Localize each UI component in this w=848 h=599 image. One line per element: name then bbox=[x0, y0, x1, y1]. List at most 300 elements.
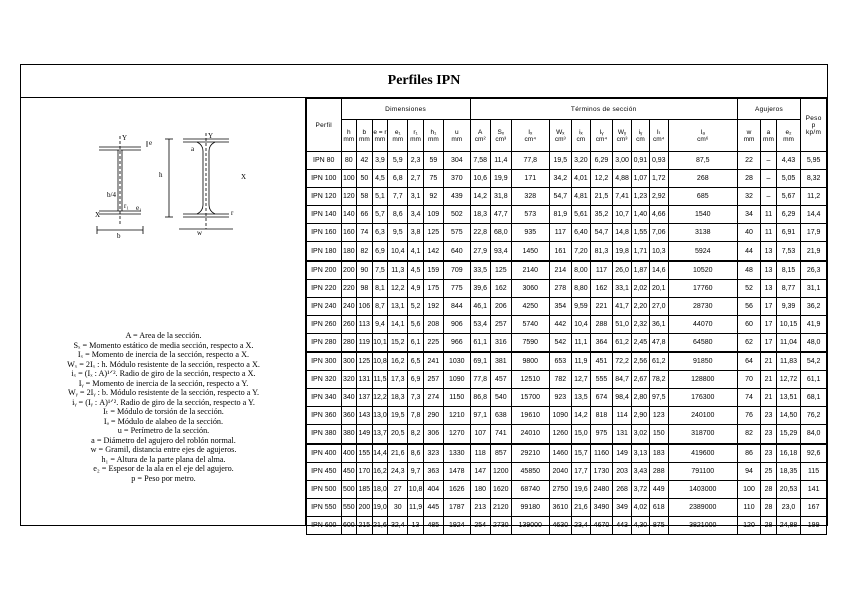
table-cell: 39,6 bbox=[470, 279, 490, 297]
table-cell: 304 bbox=[443, 152, 470, 170]
table-cell: 254 bbox=[470, 516, 490, 534]
table-cell: 17,3 bbox=[388, 371, 408, 389]
table-cell: 5740 bbox=[511, 315, 549, 333]
table-cell: 618 bbox=[649, 498, 668, 516]
table-cell: 23,0 bbox=[776, 498, 800, 516]
table-cell: 14,6 bbox=[649, 261, 668, 280]
table-cell: 555 bbox=[590, 371, 612, 389]
table-cell: 117 bbox=[549, 224, 571, 242]
table-cell: 52 bbox=[737, 279, 760, 297]
table-row bbox=[307, 407, 827, 425]
column-header: Iᵧ cm⁴ bbox=[590, 120, 612, 152]
table-cell: 2,92 bbox=[649, 188, 668, 206]
table-cell: 162 bbox=[590, 279, 612, 297]
table-cell: 6,8 bbox=[388, 170, 408, 188]
table-cell: 72,2 bbox=[613, 352, 632, 371]
profile-name-cell: IPN 220 bbox=[307, 279, 342, 297]
table-cell: 12,2 bbox=[388, 279, 408, 297]
profile-name-cell: IPN 500 bbox=[307, 480, 342, 498]
legend-line: h₁ = Altura de la parte plana del alma. bbox=[101, 454, 226, 464]
table-cell: 1090 bbox=[549, 407, 571, 425]
table-row bbox=[307, 498, 827, 516]
table-cell: 82 bbox=[737, 425, 760, 444]
table-cell: 170 bbox=[357, 462, 373, 480]
table-cell: 167 bbox=[801, 498, 827, 516]
table-cell: 1924 bbox=[443, 516, 470, 534]
table-cell: 1403000 bbox=[668, 480, 737, 498]
table-cell: 12,7 bbox=[571, 371, 590, 389]
table-cell: 176300 bbox=[668, 389, 737, 407]
table-cell: 1,87 bbox=[632, 261, 650, 280]
table-cell: 500 bbox=[341, 480, 357, 498]
table-cell: 59 bbox=[423, 152, 443, 170]
table-cell: 51,0 bbox=[613, 315, 632, 333]
table-cell: 14,4 bbox=[372, 444, 388, 463]
profile-name-cell: IPN 80 bbox=[307, 152, 342, 170]
column-header: b mm bbox=[357, 120, 373, 152]
table-cell: 30 bbox=[388, 498, 408, 516]
legend-line: e₂ = Espesor de la ala en el eje del agujero. bbox=[93, 464, 234, 473]
table-cell: 100 bbox=[341, 170, 357, 188]
table-cell: 125 bbox=[490, 261, 511, 280]
table-cell: 16,2 bbox=[372, 462, 388, 480]
table-cell: 120 bbox=[341, 188, 357, 206]
diagram-label-r: r bbox=[231, 209, 234, 217]
table-cell: 278 bbox=[549, 279, 571, 297]
table-cell: 119 bbox=[357, 333, 373, 352]
table-cell: 8,00 bbox=[571, 261, 590, 280]
table-cell: 354 bbox=[549, 297, 571, 315]
profile-name-cell: IPN 180 bbox=[307, 242, 342, 261]
table-cell: 1330 bbox=[443, 444, 470, 463]
column-header: Sₓ cm³ bbox=[490, 120, 511, 152]
table-cell: – bbox=[761, 152, 777, 170]
table-cell: 47,8 bbox=[649, 333, 668, 352]
table-cell: 323 bbox=[423, 444, 443, 463]
table-cell: 935 bbox=[511, 224, 549, 242]
table-cell: 1,07 bbox=[632, 170, 650, 188]
table-cell: 11,83 bbox=[776, 352, 800, 371]
table-cell: 10,8 bbox=[372, 352, 388, 371]
table-cell: 1460 bbox=[549, 444, 571, 463]
table-cell: 5,67 bbox=[776, 188, 800, 206]
table-cell: 17,7 bbox=[571, 462, 590, 480]
table-cell: 31,1 bbox=[801, 279, 827, 297]
table-cell: 268 bbox=[613, 480, 632, 498]
table-cell: 44 bbox=[737, 242, 760, 261]
table-cell: 818 bbox=[590, 407, 612, 425]
table-cell: 35,2 bbox=[590, 206, 612, 224]
table-cell: 9,5 bbox=[388, 224, 408, 242]
table-cell: 41,7 bbox=[613, 297, 632, 315]
table-cell: 28 bbox=[737, 170, 760, 188]
table-row bbox=[307, 224, 827, 242]
table-cell: 50 bbox=[357, 170, 373, 188]
column-header: Iₜ cm⁴ bbox=[649, 120, 668, 152]
table-cell: 443 bbox=[613, 516, 632, 534]
table-cell: 56 bbox=[737, 297, 760, 315]
table-cell: 6,3 bbox=[372, 224, 388, 242]
table-cell: 2389000 bbox=[668, 498, 737, 516]
profile-name-cell: IPN 320 bbox=[307, 371, 342, 389]
title-row bbox=[21, 65, 827, 98]
table-cell: 5,7 bbox=[372, 206, 388, 224]
table-cell: 1540 bbox=[668, 206, 737, 224]
table-cell: 288 bbox=[590, 315, 612, 333]
table-cell: 6,9 bbox=[408, 371, 424, 389]
table-cell: 8,80 bbox=[571, 279, 590, 297]
table-cell: 13,5 bbox=[571, 389, 590, 407]
table-cell: 15,0 bbox=[571, 425, 590, 444]
table-cell: 81,9 bbox=[549, 206, 571, 224]
table-cell: 82 bbox=[357, 242, 373, 261]
table-cell: 41,9 bbox=[801, 315, 827, 333]
table-row bbox=[307, 206, 827, 224]
table-cell: 46,1 bbox=[470, 297, 490, 315]
table-cell: 86,8 bbox=[470, 389, 490, 407]
table-cell: 5,61 bbox=[571, 206, 590, 224]
table-cell: 8,15 bbox=[776, 261, 800, 280]
table-cell: 220 bbox=[341, 279, 357, 297]
table-cell: 906 bbox=[443, 315, 470, 333]
table-cell: 306 bbox=[423, 425, 443, 444]
table-cell: 21,5 bbox=[590, 188, 612, 206]
table-cell: 0,93 bbox=[649, 152, 668, 170]
table-cell: 180 bbox=[341, 242, 357, 261]
table-cell: 5,9 bbox=[388, 152, 408, 170]
table-body bbox=[307, 152, 827, 535]
diagram-label-a: a bbox=[191, 145, 195, 153]
table-cell: 64580 bbox=[668, 333, 737, 352]
column-header: u mm bbox=[443, 120, 470, 152]
table-cell: 13,7 bbox=[372, 425, 388, 444]
table-cell: 93,4 bbox=[490, 242, 511, 261]
table-cell: 2,7 bbox=[408, 170, 424, 188]
table-cell: 22,8 bbox=[470, 224, 490, 242]
table-cell: 19,9 bbox=[490, 170, 511, 188]
table-cell: 4,81 bbox=[571, 188, 590, 206]
table-cell: 24,88 bbox=[776, 516, 800, 534]
table-cell: 86 bbox=[737, 444, 760, 463]
table-cell: 26,0 bbox=[613, 261, 632, 280]
table-cell: 6,9 bbox=[372, 242, 388, 261]
table-cell: 97,5 bbox=[649, 389, 668, 407]
table-cell: 13,0 bbox=[372, 407, 388, 425]
table-cell: 61,2 bbox=[613, 333, 632, 352]
table-cell: 3610 bbox=[549, 498, 571, 516]
table-cell: 142 bbox=[423, 242, 443, 261]
table-cell: 2730 bbox=[490, 516, 511, 534]
table-cell: 17 bbox=[761, 333, 777, 352]
table-cell: 844 bbox=[443, 297, 470, 315]
table-cell: 68,0 bbox=[490, 224, 511, 242]
table-row bbox=[307, 315, 827, 333]
table-cell: 2,3 bbox=[408, 152, 424, 170]
table-cell: 80 bbox=[341, 152, 357, 170]
table-cell: 653 bbox=[549, 352, 571, 371]
table-cell: 131 bbox=[613, 425, 632, 444]
table-cell: 10520 bbox=[668, 261, 737, 280]
table-row bbox=[307, 170, 827, 188]
table-cell: 685 bbox=[668, 188, 737, 206]
legend-line: A = Area de la sección. bbox=[125, 331, 202, 340]
table-cell: 8,7 bbox=[372, 297, 388, 315]
table-cell: 147 bbox=[470, 462, 490, 480]
table-cell: 540 bbox=[490, 389, 511, 407]
diagram-label-w: w bbox=[197, 229, 203, 237]
table-cell: 3490 bbox=[590, 498, 612, 516]
table-cell: 9,59 bbox=[571, 297, 590, 315]
table-cell: 92,6 bbox=[801, 444, 827, 463]
table-cell: 8,77 bbox=[776, 279, 800, 297]
column-header: iᵧ cm bbox=[632, 120, 650, 152]
table-cell: 5,95 bbox=[801, 152, 827, 170]
table-cell: 25 bbox=[761, 462, 777, 480]
diagram-label-y-top: Y bbox=[122, 134, 128, 142]
table-cell: 9,7 bbox=[408, 462, 424, 480]
table-cell: 923 bbox=[549, 389, 571, 407]
table-cell: 17760 bbox=[668, 279, 737, 297]
group-dimensiones: Dimensiones bbox=[341, 99, 470, 120]
table-cell: 11,5 bbox=[372, 371, 388, 389]
legend-line: Wₓ = 2Iₓ : h. Módulo resistente de la sección, respecto a X. bbox=[67, 359, 260, 369]
table-cell: 54,2 bbox=[801, 352, 827, 371]
table-cell: 5,05 bbox=[776, 170, 800, 188]
table-cell: 20,5 bbox=[388, 425, 408, 444]
table-cell: 9,4 bbox=[372, 315, 388, 333]
table-cell: 290 bbox=[423, 407, 443, 425]
diagram-label-b: b bbox=[117, 232, 121, 240]
table-cell: 442 bbox=[549, 315, 571, 333]
table-cell: 10,4 bbox=[571, 315, 590, 333]
table-cell: 22 bbox=[737, 152, 760, 170]
table-cell: 3,72 bbox=[632, 480, 650, 498]
table-cell: 3,13 bbox=[632, 444, 650, 463]
table-cell: 23 bbox=[761, 444, 777, 463]
table-cell: 1270 bbox=[443, 425, 470, 444]
table-row bbox=[307, 371, 827, 389]
table-cell: 1730 bbox=[590, 462, 612, 480]
table-row bbox=[307, 389, 827, 407]
profile-name-cell: IPN 200 bbox=[307, 261, 342, 280]
table-cell: 3,02 bbox=[632, 425, 650, 444]
table-cell: 240100 bbox=[668, 407, 737, 425]
table-row bbox=[307, 480, 827, 498]
table-cell: 4,9 bbox=[408, 279, 424, 297]
table-cell: 28730 bbox=[668, 297, 737, 315]
table-cell: 11 bbox=[761, 224, 777, 242]
table-cell: 3060 bbox=[511, 279, 549, 297]
table-cell: 288 bbox=[649, 462, 668, 480]
table-cell: 19610 bbox=[511, 407, 549, 425]
table-cell: 94 bbox=[737, 462, 760, 480]
page-frame bbox=[20, 64, 828, 529]
table-cell: 10,1 bbox=[372, 333, 388, 352]
table-cell: 11 bbox=[761, 206, 777, 224]
table-cell: 61,2 bbox=[649, 352, 668, 371]
table-cell: 155 bbox=[357, 444, 373, 463]
table-row bbox=[307, 242, 827, 261]
table-cell: 18,3 bbox=[388, 389, 408, 407]
table-cell: 175 bbox=[423, 279, 443, 297]
table-cell: 10,4 bbox=[388, 242, 408, 261]
ipn-section-diagram bbox=[91, 133, 311, 263]
table-cell: 445 bbox=[423, 498, 443, 516]
table-cell: 76,2 bbox=[801, 407, 827, 425]
profile-name-cell: IPN 280 bbox=[307, 333, 342, 352]
table-cell: 260 bbox=[341, 315, 357, 333]
table-cell: 274 bbox=[423, 389, 443, 407]
table-cell: 91850 bbox=[668, 352, 737, 371]
table-cell: 19,8 bbox=[613, 242, 632, 261]
table-cell: 214 bbox=[549, 261, 571, 280]
table-cell: 2,32 bbox=[632, 315, 650, 333]
table-cell: 328 bbox=[511, 188, 549, 206]
table-cell: 7,8 bbox=[408, 407, 424, 425]
table-cell: 90 bbox=[357, 261, 373, 280]
diagram-label-y-right: Y bbox=[208, 133, 214, 140]
table-cell: 159 bbox=[423, 261, 443, 280]
table-cell: 268 bbox=[668, 170, 737, 188]
table-cell: 61,1 bbox=[801, 371, 827, 389]
table-cell: 2040 bbox=[549, 462, 571, 480]
table-cell: 6,5 bbox=[408, 352, 424, 371]
column-header: w mm bbox=[737, 120, 760, 152]
table-row bbox=[307, 516, 827, 534]
table-cell: 21,6 bbox=[571, 498, 590, 516]
table-cell: 300 bbox=[341, 352, 357, 371]
profile-name-cell: IPN 450 bbox=[307, 462, 342, 480]
profile-table bbox=[306, 98, 827, 535]
table-cell: 125 bbox=[357, 352, 373, 371]
table-cell: 6,29 bbox=[776, 206, 800, 224]
table-cell: 199 bbox=[801, 516, 827, 534]
table-cell: 7,20 bbox=[571, 242, 590, 261]
table-cell: 113 bbox=[357, 315, 373, 333]
table-cell: 1,40 bbox=[632, 206, 650, 224]
table-cell: 4,43 bbox=[776, 152, 800, 170]
column-header: Iₓ cm⁴ bbox=[511, 120, 549, 152]
table-cell: 2,90 bbox=[632, 407, 650, 425]
profile-name-cell: IPN 160 bbox=[307, 224, 342, 242]
table-cell: 370 bbox=[443, 170, 470, 188]
table-cell: 81,3 bbox=[590, 242, 612, 261]
table-cell: 18,35 bbox=[776, 462, 800, 480]
table-cell: 14,2 bbox=[470, 188, 490, 206]
table-cell: 857 bbox=[490, 444, 511, 463]
table-cell: 3,8 bbox=[408, 224, 424, 242]
table-cell: 19,0 bbox=[372, 498, 388, 516]
table-cell: 1787 bbox=[443, 498, 470, 516]
table-cell: 180 bbox=[470, 480, 490, 498]
table-cell: 7,3 bbox=[408, 389, 424, 407]
legend-line: u = Perímetro de la sección. bbox=[117, 426, 210, 435]
table-cell: 280 bbox=[341, 333, 357, 352]
table-row bbox=[307, 297, 827, 315]
table-cell: 7,53 bbox=[776, 242, 800, 261]
table-cell: 13,51 bbox=[776, 389, 800, 407]
table-cell: 66 bbox=[357, 206, 373, 224]
table-cell: 97,1 bbox=[470, 407, 490, 425]
table-cell: 225 bbox=[423, 333, 443, 352]
table-cell: 213 bbox=[470, 498, 490, 516]
table-cell: 3,43 bbox=[632, 462, 650, 480]
table-cell: 27,0 bbox=[649, 297, 668, 315]
table-cell: 975 bbox=[590, 425, 612, 444]
table-cell: 3138 bbox=[668, 224, 737, 242]
table-cell: 4,02 bbox=[632, 498, 650, 516]
legend-line: p = Peso por metro. bbox=[131, 473, 196, 483]
table-cell: 674 bbox=[590, 389, 612, 407]
header-peso: Peso p kp/m bbox=[801, 99, 827, 152]
table-cell: 451 bbox=[590, 352, 612, 371]
table-cell: 221 bbox=[590, 297, 612, 315]
table-cell: 380 bbox=[341, 425, 357, 444]
table-cell: 3,00 bbox=[613, 152, 632, 170]
table-cell: 12510 bbox=[511, 371, 549, 389]
table-cell: 17,9 bbox=[801, 224, 827, 242]
table-cell: 24010 bbox=[511, 425, 549, 444]
table-cell: 11,04 bbox=[776, 333, 800, 352]
profile-table-wrapper bbox=[306, 98, 827, 535]
table-cell: 0,91 bbox=[632, 152, 650, 170]
table-cell: 18,0 bbox=[372, 480, 388, 498]
table-cell: 1,72 bbox=[649, 170, 668, 188]
table-cell: 68,1 bbox=[801, 389, 827, 407]
table-cell: 364 bbox=[590, 333, 612, 352]
table-cell: 575 bbox=[443, 224, 470, 242]
profile-name-cell: IPN 260 bbox=[307, 315, 342, 333]
table-cell: 33,1 bbox=[613, 279, 632, 297]
table-cell: 21 bbox=[761, 371, 777, 389]
table-cell: 10,15 bbox=[776, 315, 800, 333]
legend bbox=[21, 331, 306, 483]
table-cell: 70 bbox=[737, 371, 760, 389]
table-cell: 966 bbox=[443, 333, 470, 352]
table-cell: 19,5 bbox=[388, 407, 408, 425]
table-cell: 3,4 bbox=[408, 206, 424, 224]
table-row bbox=[307, 352, 827, 371]
table-cell: 171 bbox=[511, 170, 549, 188]
table-cell: 11,1 bbox=[571, 333, 590, 352]
table-cell: 2120 bbox=[490, 498, 511, 516]
legend-line: Iₓ = Momento de inercia de la sección, respecto a X. bbox=[77, 350, 250, 359]
table-cell: 10,7 bbox=[613, 206, 632, 224]
profile-name-cell: IPN 140 bbox=[307, 206, 342, 224]
table-cell: 16,18 bbox=[776, 444, 800, 463]
table-cell: 44070 bbox=[668, 315, 737, 333]
profile-name-cell: IPN 360 bbox=[307, 407, 342, 425]
table-cell: 3,9 bbox=[372, 152, 388, 170]
table-cell: 32 bbox=[737, 188, 760, 206]
table-cell: 115 bbox=[801, 462, 827, 480]
table-cell: 1210 bbox=[443, 407, 470, 425]
table-cell: – bbox=[761, 170, 777, 188]
table-cell: 26,3 bbox=[801, 261, 827, 280]
table-cell: 20,1 bbox=[649, 279, 668, 297]
table-cell: 6,29 bbox=[590, 152, 612, 170]
table-cell: 13 bbox=[761, 242, 777, 261]
table-cell: 1090 bbox=[443, 371, 470, 389]
table-cell: 47,7 bbox=[490, 206, 511, 224]
table-cell: 23 bbox=[761, 407, 777, 425]
table-cell: 13,1 bbox=[388, 297, 408, 315]
profile-name-cell: IPN 300 bbox=[307, 352, 342, 371]
table-cell: 9,39 bbox=[776, 297, 800, 315]
table-cell: 7,5 bbox=[372, 261, 388, 280]
profile-name-cell: IPN 600 bbox=[307, 516, 342, 534]
table-cell: 360 bbox=[341, 407, 357, 425]
